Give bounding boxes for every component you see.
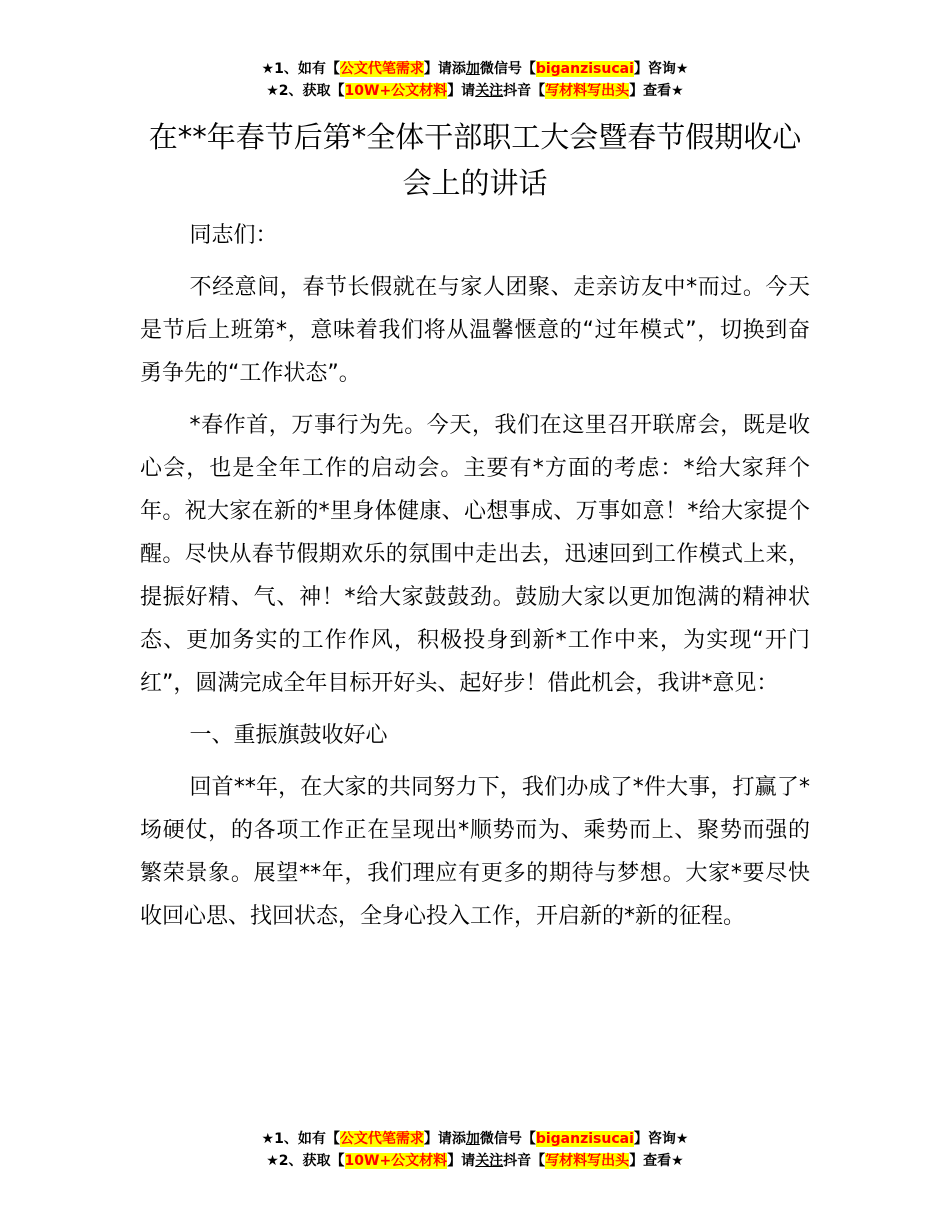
promo-text: 】请: [447, 83, 476, 99]
header-promo: [0, 58, 950, 102]
promo-text: 】请: [447, 1153, 476, 1169]
promo-highlight: 10W+公文材料: [344, 1153, 448, 1169]
promo-text: 】查看★: [629, 83, 684, 99]
document-title: 在**年春节后第*全体干部职工大会暨春节假期收心会上的讲话: [148, 120, 802, 200]
promo-highlight: 公文代笔需求: [339, 61, 424, 77]
body-paragraph: *春作首，万事行为先。今天，我们在这里召开联席会，既是收心会，也是全年工作的启动会。主要有*方面的考虑：*给大家拜个年。祝大家在新的*里身体健康、心想事成、万事如意！*给大家提个醒。尽快从春节假期欢乐的氛围中走出去，迅速回到工作模式上来，提振好精、气、神！*给大家鼓鼓劲。鼓励大家以更加饱满的精神状态、更加务实的工作作风，积极投身到新*工作中来，为实现“开门红”，圆满完成全年目标开好头、起好步！借此机会，我讲*意见：: [140, 413, 810, 696]
promo-line-2: [0, 80, 950, 102]
promo-line-1: [0, 1128, 950, 1150]
salutation: 同志们：: [189, 223, 278, 248]
promo-text: 微信号【: [479, 1131, 536, 1147]
promo-emphasis: 关注: [475, 83, 504, 99]
promo-line-1: [0, 58, 950, 80]
promo-text: ★1、如有【: [261, 1131, 340, 1147]
promo-text: 】请添: [423, 1131, 466, 1147]
promo-text: 】咨询★: [633, 61, 689, 77]
promo-line-2: [0, 1150, 950, 1172]
promo-text: 】咨询★: [633, 1131, 689, 1147]
promo-text: ★2、获取【: [266, 83, 345, 99]
promo-text: 】请添: [423, 61, 466, 77]
section-heading: 一、重振旗鼓收好心: [189, 723, 388, 748]
document-body: [140, 214, 810, 947]
promo-text: 抖音【: [503, 83, 546, 99]
promo-emphasis: 关注: [475, 1153, 504, 1169]
promo-highlight: 公文代笔需求: [339, 1131, 424, 1147]
promo-text: 抖音【: [503, 1153, 546, 1169]
promo-emphasis: 加: [465, 61, 480, 77]
promo-wechat-id: biganzisucai: [535, 61, 634, 77]
promo-text: ★1、如有【: [261, 61, 340, 77]
promo-emphasis: 加: [465, 1131, 480, 1147]
promo-text: ★2、获取【: [266, 1153, 345, 1169]
promo-wechat-id: biganzisucai: [535, 1131, 634, 1147]
footer-promo: [0, 1128, 950, 1172]
promo-highlight: 10W+公文材料: [344, 83, 448, 99]
body-paragraph: 回首**年，在大家的共同努力下，我们办成了*件大事，打赢了*场硬仗，的各项工作正在呈现出*顺势而为、乘势而上、聚势而强的繁荣景象。展望**年，我们理应有更多的期待与梦想。大家*要尽快收回心思、找回状态，全身心投入工作，开启新的*新的征程。: [140, 775, 810, 929]
body-paragraph: 不经意间，春节长假就在与家人团聚、走亲访友中*而过。今天是节后上班第*，意味着我们将从温馨惬意的“过年模式”，切换到奋勇争先的“工作状态”。: [140, 275, 810, 386]
promo-text: 微信号【: [479, 61, 536, 77]
promo-text: 】查看★: [629, 1153, 684, 1169]
promo-douyin-id: 写材料写出头: [545, 83, 630, 99]
promo-douyin-id: 写材料写出头: [545, 1153, 630, 1169]
